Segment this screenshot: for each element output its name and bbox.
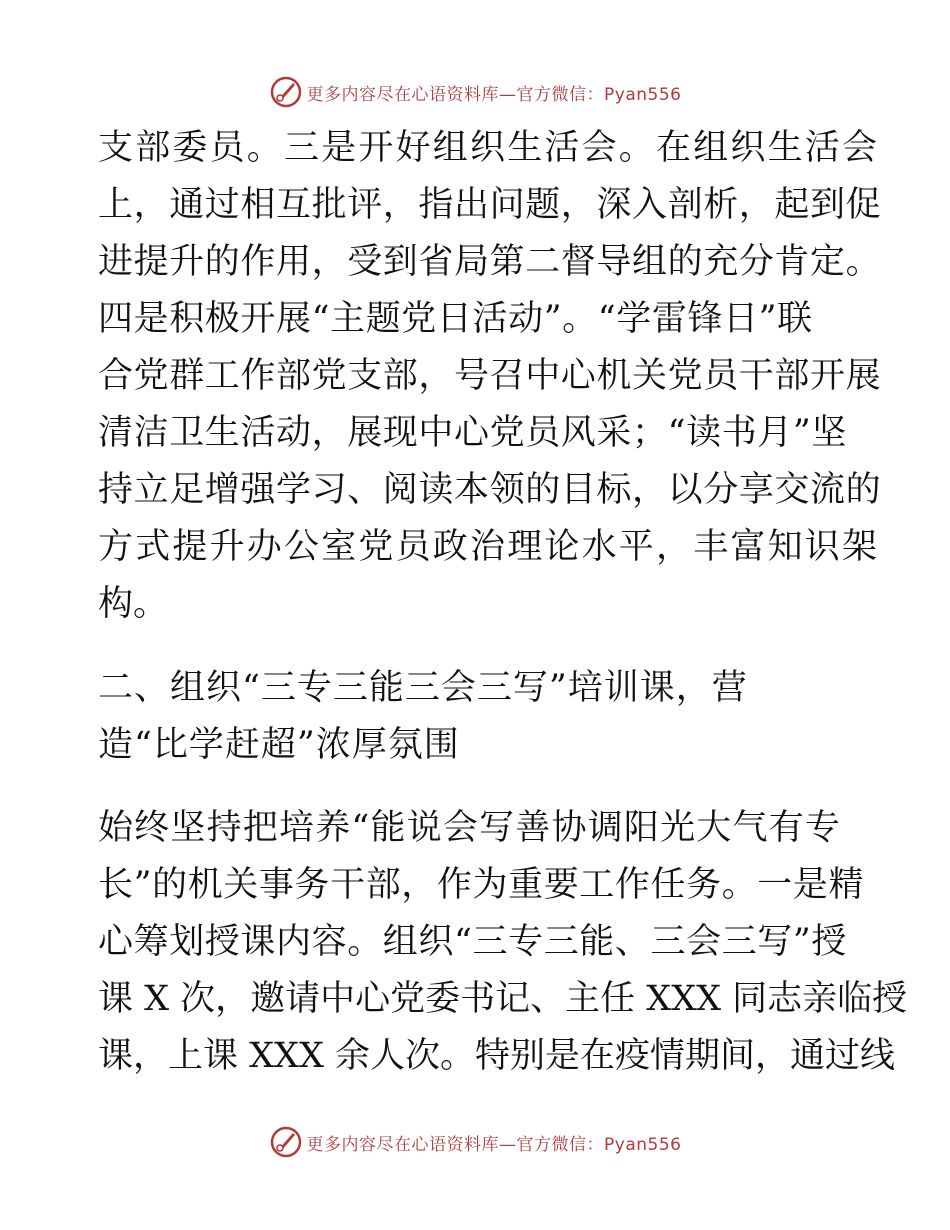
body-line-8: 方式提升办公室党员政治理论水平，丰富知识架 [98, 527, 880, 567]
body-line-3: 进提升的作用，受到省局第二督导组的充分肯定。 [98, 242, 882, 282]
quill-seal-icon [269, 1125, 303, 1159]
body-line-4: 四是积极开展“主题党日活动”。“学雷锋日”联 [98, 299, 813, 339]
body-line-7: 持立足增强学习、阅读本领的目标，以分享交流的 [98, 470, 882, 510]
para2-line-1: 始终坚持把培养“能说会写善协调阳光大气有专 [98, 808, 842, 848]
para2-line-4: 课 X 次，邀请中心党委书记、主任 XXX 同志亲临授 [98, 979, 908, 1019]
watermark-text: 更多内容尽在心语资料库—官方微信：Pyan556 [306, 84, 682, 105]
para2-line-3: 心筹划授课内容。组织“三专三能、三会三写”授 [98, 922, 847, 962]
section-heading-line-1: 二、组织“三专三能三会三写”培训课，营 [98, 668, 748, 708]
body-line-5: 合党群工作部党支部，号召中心机关党员干部开展 [98, 356, 882, 396]
header-watermark [0, 72, 950, 112]
body-line-2: 上，通过相互批评，指出问题，深入剖析，起到促 [98, 185, 882, 225]
para2-line-5: 课，上课 XXX 余人次。特别是在疫情期间，通过线 [98, 1036, 896, 1076]
footer-watermark [0, 1122, 950, 1162]
body-line-9: 构。 [98, 584, 169, 624]
quill-seal-icon [269, 75, 303, 109]
body-line-6: 清洁卫生活动，展现中心党员风采；“读书月”坚 [98, 413, 847, 453]
para2-line-2: 长”的机关事务干部，作为重要工作任务。一是精 [98, 865, 865, 905]
watermark-text: 更多内容尽在心语资料库—官方微信：Pyan556 [306, 1134, 682, 1155]
section-heading-line-2: 造“比学赶超”浓厚氛围 [98, 725, 460, 765]
body-line-1: 支部委员。三是开好组织生活会。在组织生活会 [98, 128, 880, 168]
